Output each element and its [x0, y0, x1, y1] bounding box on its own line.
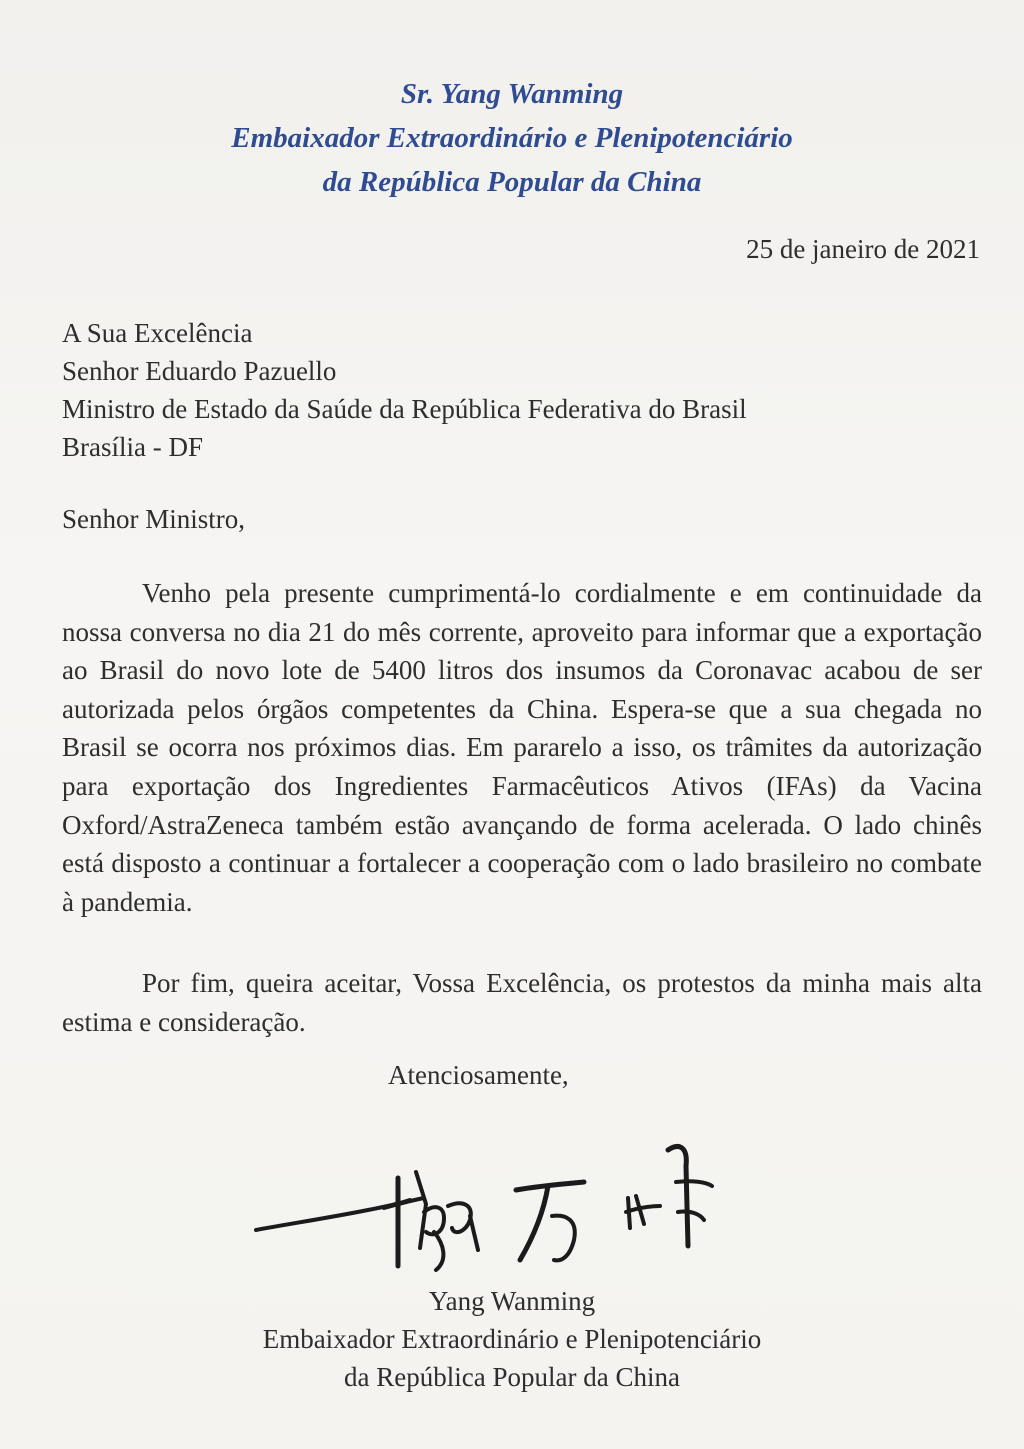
recipient-block [62, 314, 747, 466]
signer-title: Embaixador Extraordinário e Plenipotenciário [262, 1324, 762, 1354]
letterhead [0, 72, 1024, 204]
salutation: Senhor Ministro, [62, 504, 246, 534]
recipient-position: Ministro de Estado da Saúde da República Federativa do Brasil [62, 394, 747, 424]
signer-block [0, 1282, 1024, 1396]
signer-country: da República Popular da China [344, 1362, 680, 1392]
recipient-honorific: A Sua Excelência [62, 318, 253, 348]
letterhead-name: Sr. Yang Wanming [400, 78, 624, 110]
recipient-name: Senhor Eduardo Pazuello [62, 356, 337, 386]
letter-date: 25 de janeiro de 2021 [746, 234, 980, 264]
recipient-location: Brasília - DF [62, 432, 203, 462]
body-paragraph-1: Venho pela presente cumprimentá-lo cordialmente e em continuidade da nossa conversa no dia 21 do mês corrente, aproveito para informar que a exportação ao Brasil do novo lote de 5400 litros dos insumos da Coronavac acabou de ser autorizada pelos órgãos competentes da China. Espera-se que a sua chegada no Brasil se ocorra nos próximos dias. Em pararelo a isso, os trâmites da autorização para exportação dos Ingredientes Farmacêuticos Ativos (IFAs) da Vacina Oxford/AstraZeneca também estão avançando de forma acelerada. O lado chinês está disposto a continuar a fortalecer a cooperação com o lado brasileiro no combate à pandemia. [62, 578, 982, 917]
letterhead-title: Embaixador Extraordinário e Plenipotenciário [231, 122, 793, 154]
letterhead-country: da República Popular da China [322, 166, 702, 198]
signer-name: Yang Wanming [428, 1286, 596, 1316]
handwritten-signature [248, 1120, 728, 1300]
body-paragraph-2: Por fim, queira aceitar, Vossa Excelência, os protestos da minha mais alta estima e consideração. [62, 968, 982, 1037]
closing: Atenciosamente, [388, 1060, 569, 1090]
